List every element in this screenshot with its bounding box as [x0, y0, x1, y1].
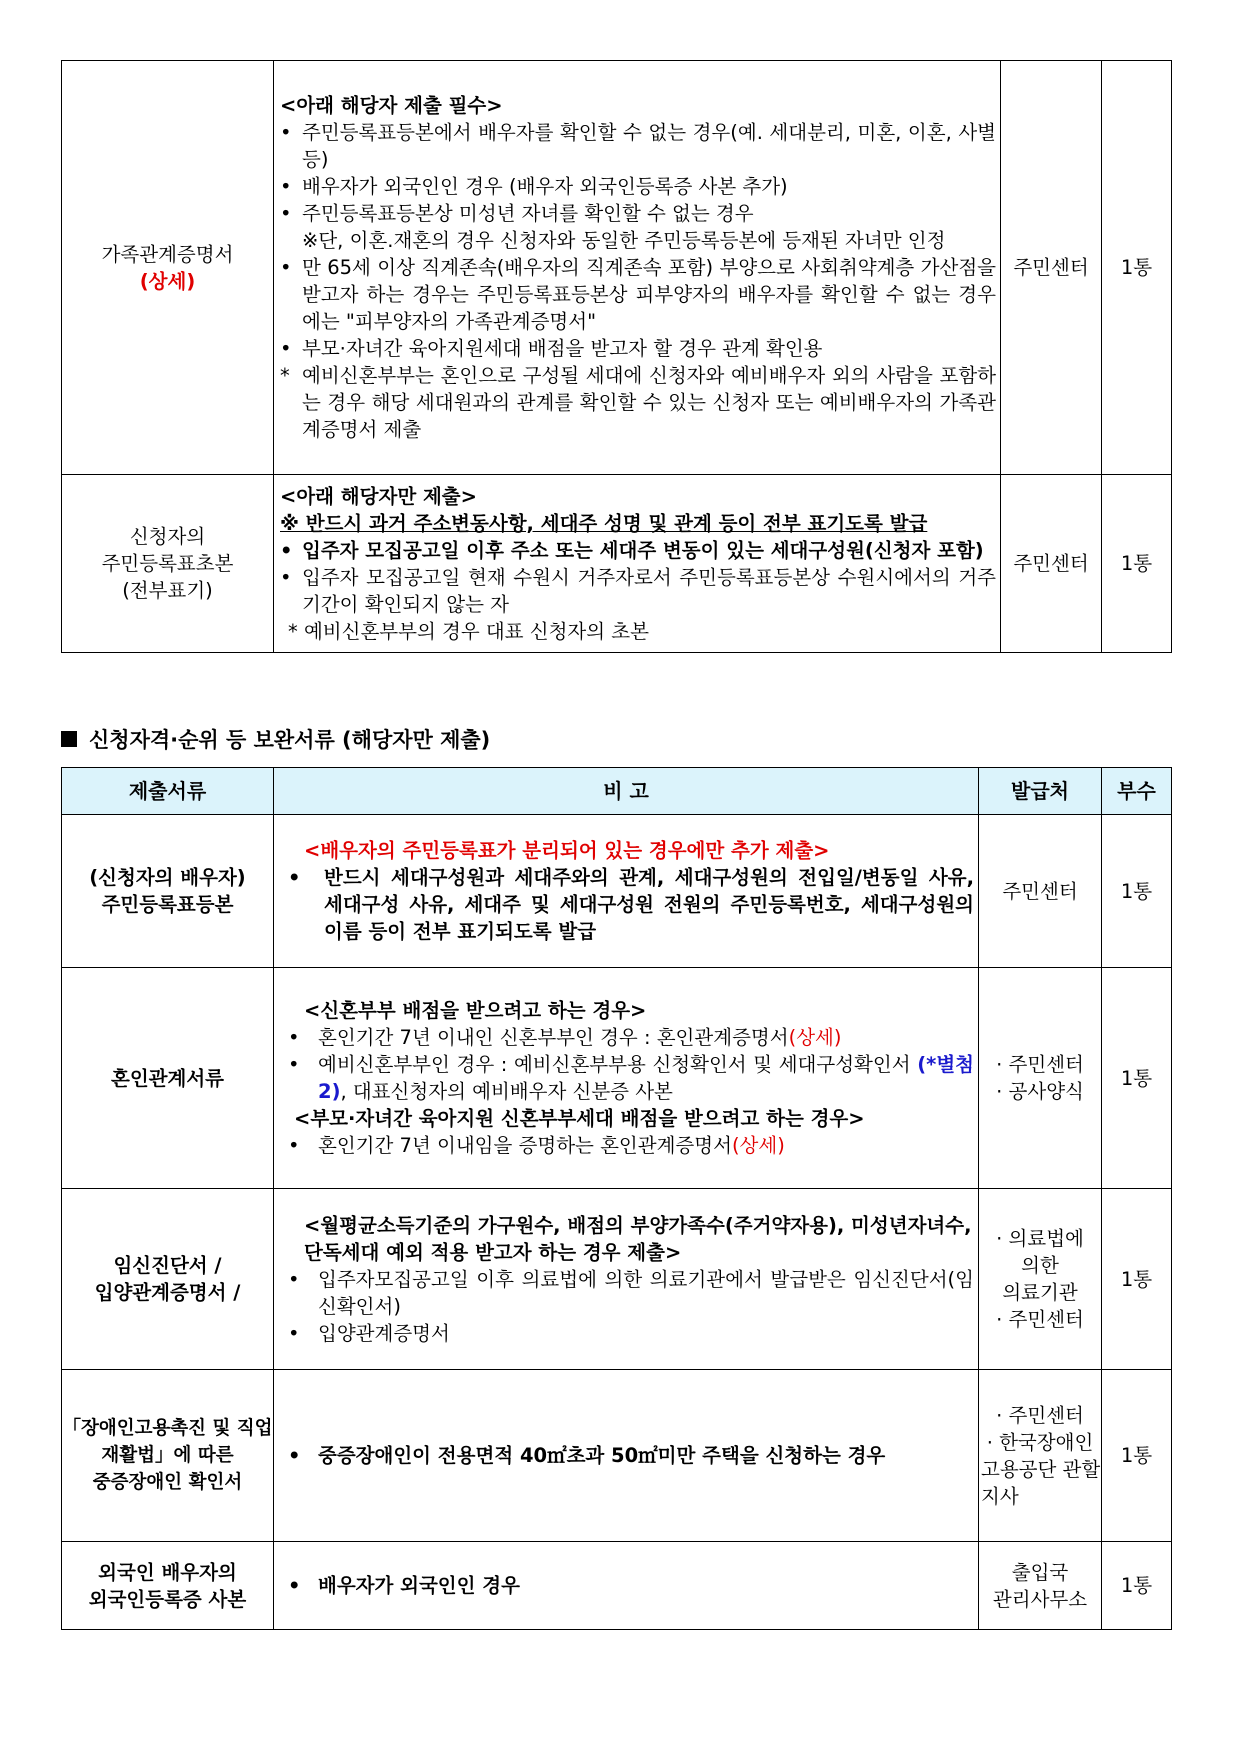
- doc-name-line: 주민등록표초본: [101, 552, 234, 575]
- count-cell: 1통: [1102, 61, 1172, 475]
- list-item: • 입주자 모집공고일 이후 주소 또는 세대주 변동이 있는 세대구성원(신청자 포함): [280, 538, 984, 562]
- list-item: • 주민등록표등본상 미성년 자녀를 확인할 수 없는 경우: [280, 202, 754, 225]
- table-row: [62, 61, 1172, 475]
- list-item: • 예비신혼부부인 경우 : 예비신혼부부용 신청확인서 및 세대구성확인서 (*별첨 2), 대표신청자의 예비배우자 신분증 사본: [288, 1053, 974, 1103]
- doc-note-cell: [274, 1189, 979, 1370]
- doc-name-cell: (신청자의 배우자) 주민등록표등본: [62, 815, 274, 968]
- list-item: • 반드시 세대구성원과 세대주와의 관계, 세대구성원의 전입일/변동일 사유, 세대구성 사유, 세대주 및 세대구성원 전원의 주민등록번호, 세대구성원의 이름 등이 전부 표기되도록 발급: [288, 866, 974, 943]
- list-item: • 혼인기간 7년 이내임을 증명하는 혼인관계증명서(상세): [288, 1134, 785, 1157]
- col-header-issuer: 발급처: [979, 768, 1102, 815]
- table-row: [62, 815, 1172, 968]
- detail-link[interactable]: (상세): [788, 1026, 842, 1049]
- table-header-row: [62, 768, 1172, 815]
- note-header: <아래 해당자 제출 필수>: [280, 94, 503, 117]
- documents-table-continued: [61, 60, 1172, 653]
- count-cell: 1통: [1102, 968, 1172, 1189]
- doc-note-cell: [274, 61, 1001, 475]
- doc-name-line: (전부표기): [122, 579, 213, 602]
- col-header-document: 제출서류: [62, 768, 274, 815]
- col-header-remarks: 비 고: [274, 768, 979, 815]
- list-item: * 예비신혼부부는 혼인으로 구성될 세대에 신청자와 예비배우자 외의 사람을 포함하는 경우 해당 세대원과의 관계를 확인할 수 있는 신청자 또는 예비배우자의 가족관계증명서 제출: [280, 364, 996, 441]
- table-row: [62, 968, 1172, 1189]
- attachment-ref[interactable]: (*별첨 2): [318, 1053, 974, 1103]
- issuer-cell: · 주민센터 · 한국장애인 고용공단 관할 지사: [979, 1370, 1102, 1542]
- issuer-cell: · 주민센터 · 공사양식: [979, 968, 1102, 1189]
- note-remark: * 예비신혼부부의 경우 대표 신청자의 초본: [288, 619, 649, 643]
- list-item: • 주민등록표등본에서 배우자를 확인할 수 없는 경우(예. 세대분리, 미혼, 이혼, 사별 등): [280, 121, 996, 171]
- doc-name-cell: [62, 475, 274, 653]
- doc-name-cell: 외국인 배우자의 외국인등록증 사본: [62, 1542, 274, 1630]
- note-header: <부모·자녀간 육아지원 신혼부부세대 배점을 받으려고 하는 경우>: [294, 1107, 865, 1130]
- doc-note-cell: [274, 1542, 979, 1630]
- note-header: <아래 해당자만 제출>: [280, 484, 477, 508]
- doc-note-cell: [274, 815, 979, 968]
- section-title: 신청자격·순위 등 보완서류 (해당자만 제출): [61, 724, 490, 754]
- list-item: • 배우자가 외국인인 경우 (배우자 외국인등록증 사본 추가): [280, 175, 788, 198]
- doc-name: 가족관계증명서: [101, 242, 234, 266]
- table-row: [62, 1542, 1172, 1630]
- doc-name-cell: 혼인관계서류: [62, 968, 274, 1189]
- list-item: • 입주자 모집공고일 현재 수원시 거주자로서 주민등록표등본상 수원시에서의 거주기간이 확인되지 않는 자: [280, 565, 996, 616]
- count-cell: 1통: [1102, 475, 1172, 653]
- doc-name-line: 신청자의: [129, 525, 206, 548]
- issuer-cell: 주민센터: [1001, 61, 1102, 475]
- doc-note-cell: [274, 1370, 979, 1542]
- count-cell: 1통: [1102, 815, 1172, 968]
- issuer-cell: 주민센터: [979, 815, 1102, 968]
- detail-link[interactable]: (상세): [139, 269, 196, 293]
- table-row: [62, 475, 1172, 653]
- supplementary-documents-table: [61, 767, 1172, 1630]
- count-cell: 1통: [1102, 1189, 1172, 1370]
- list-item: • 혼인기간 7년 이내인 신혼부부인 경우 : 혼인관계증명서(상세): [288, 1026, 842, 1049]
- issuer-cell: 출입국 관리사무소: [979, 1542, 1102, 1630]
- issuer-cell: 주민센터: [1001, 475, 1102, 653]
- detail-link[interactable]: (상세): [731, 1134, 785, 1157]
- table-row: [62, 1189, 1172, 1370]
- doc-name-cell: [62, 61, 274, 475]
- note-remark: ※단, 이혼.재혼의 경우 신청자와 동일한 주민등록등본에 등재된 자녀만 인정: [302, 229, 946, 252]
- list-item: • 만 65세 이상 직계존속(배우자의 직계존속 포함) 부양으로 사회취약계층 가산점을 받고자 하는 경우는 주민등록표등본상 피부양자의 배우자를 확인할 수 없는 경우에는 "피부양자의 가족관계증명서": [280, 256, 996, 333]
- doc-name-cell: 임신진단서 / 입양관계증명서 /: [62, 1189, 274, 1370]
- list-item: • 입양관계증명서: [288, 1321, 450, 1345]
- count-cell: 1통: [1102, 1370, 1172, 1542]
- list-item: • 중증장애인이 전용면적 40㎡초과 50㎡미만 주택을 신청하는 경우: [288, 1444, 886, 1467]
- list-item: • 부모·자녀간 육아지원세대 배점을 받고자 할 경우 관계 확인용: [280, 337, 823, 360]
- count-cell: 1통: [1102, 1542, 1172, 1630]
- doc-note-cell: [274, 475, 1001, 653]
- note-header: <월평균소득기준의 가구원수, 배점의 부양가족수(주거약자용), 미성년자녀수, 단독세대 예외 적용 받고자 하는 경우 제출>: [304, 1213, 972, 1264]
- note-header: <배우자의 주민등록표가 분리되어 있는 경우에만 추가 제출>: [304, 839, 830, 862]
- table-row: [62, 1370, 1172, 1542]
- doc-name-cell: 「장애인고용촉진 및 직업 재활법」에 따른 중증장애인 확인서: [62, 1370, 274, 1542]
- list-item: • 입주자모집공고일 이후 의료법에 의한 의료기관에서 발급받은 임신진단서(임신확인서): [288, 1267, 974, 1318]
- note-header: <신혼부부 배점을 받으려고 하는 경우>: [304, 999, 647, 1022]
- note-emphasis: ※ 반드시 과거 주소변동사항, 세대주 성명 및 관계 등이 전부 표기도록 발급: [280, 511, 928, 535]
- square-bullet-icon: [61, 731, 77, 747]
- doc-note-cell: [274, 968, 979, 1189]
- list-item: • 배우자가 외국인인 경우: [288, 1574, 520, 1597]
- issuer-cell: · 의료법에 의한 의료기관 · 주민센터: [979, 1189, 1102, 1370]
- col-header-count: 부수: [1102, 768, 1172, 815]
